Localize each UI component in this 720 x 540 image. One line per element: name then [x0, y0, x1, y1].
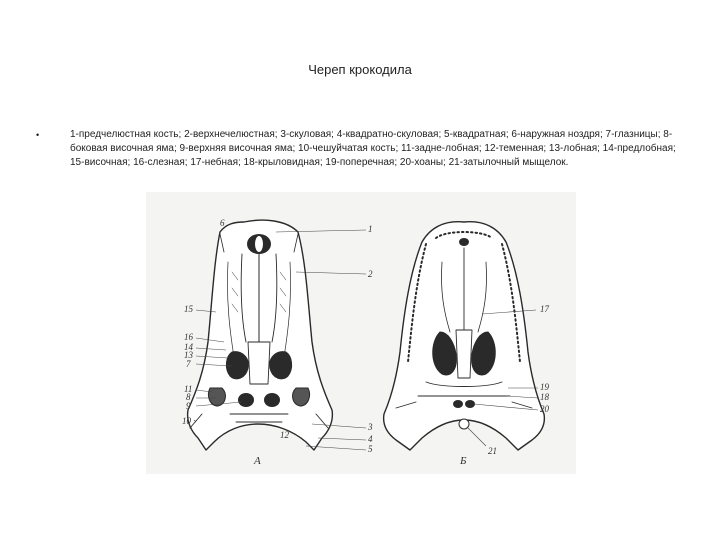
choana-left	[453, 400, 463, 408]
right-fossa-mark	[264, 393, 280, 407]
label-5: 5	[368, 444, 373, 454]
label-4: 4	[368, 434, 373, 444]
label-12: 12	[280, 430, 289, 440]
label-17: 17	[540, 304, 549, 314]
label-1: 1	[368, 224, 373, 234]
label-6: 6	[220, 218, 225, 228]
label-15: 15	[184, 304, 193, 314]
legend-text: 1-предчелюстная кость; 2-верхнечелюстная; 3-скуловая; 4-квадратно-скуловая; 5-квадратная; 6-наружная ноздря; 7-глазницы; 8-боковая височная яма; 9-верхняя височная яма; 10-чешуйчатая кость; 11-задне-лобная; 12-теменная; 13-лобная; 14-предлобная; 15-височная; 16-слезная; 17-небная; 18-крыловидная; 19-поперечная; 20-хоаны; 21-затылочный мыщелок.	[70, 129, 676, 168]
label-2: 2	[368, 269, 373, 279]
label-3: 3	[368, 422, 373, 432]
view-b-label: Б	[460, 455, 467, 467]
label-21: 21	[488, 446, 497, 456]
condyle-mark	[459, 419, 469, 429]
view-a-label: А	[254, 455, 261, 467]
label-16: 16	[184, 332, 193, 342]
skull-figure	[146, 192, 576, 474]
slide-title: Череп крокодила	[308, 62, 412, 77]
label-7: 7	[186, 359, 191, 369]
right-lateral-fossa	[293, 388, 310, 406]
skull-illustration	[146, 192, 576, 474]
label-18: 18	[540, 392, 549, 402]
label-8: 8	[186, 392, 191, 402]
left-orbit-mark	[226, 352, 248, 379]
choana-right	[465, 400, 475, 408]
label-19: 19	[540, 382, 549, 392]
label-13: 13	[184, 350, 193, 360]
right-orbit-mark	[270, 352, 292, 379]
label-10: 10	[182, 416, 191, 426]
label-20: 20	[540, 404, 549, 414]
left-fossa-mark	[238, 393, 254, 407]
label-9: 9	[186, 401, 191, 411]
label-11: 11	[184, 384, 193, 394]
legend-bullet: •	[36, 130, 40, 140]
label-14: 14	[184, 342, 193, 352]
left-lateral-fossa	[208, 388, 225, 406]
